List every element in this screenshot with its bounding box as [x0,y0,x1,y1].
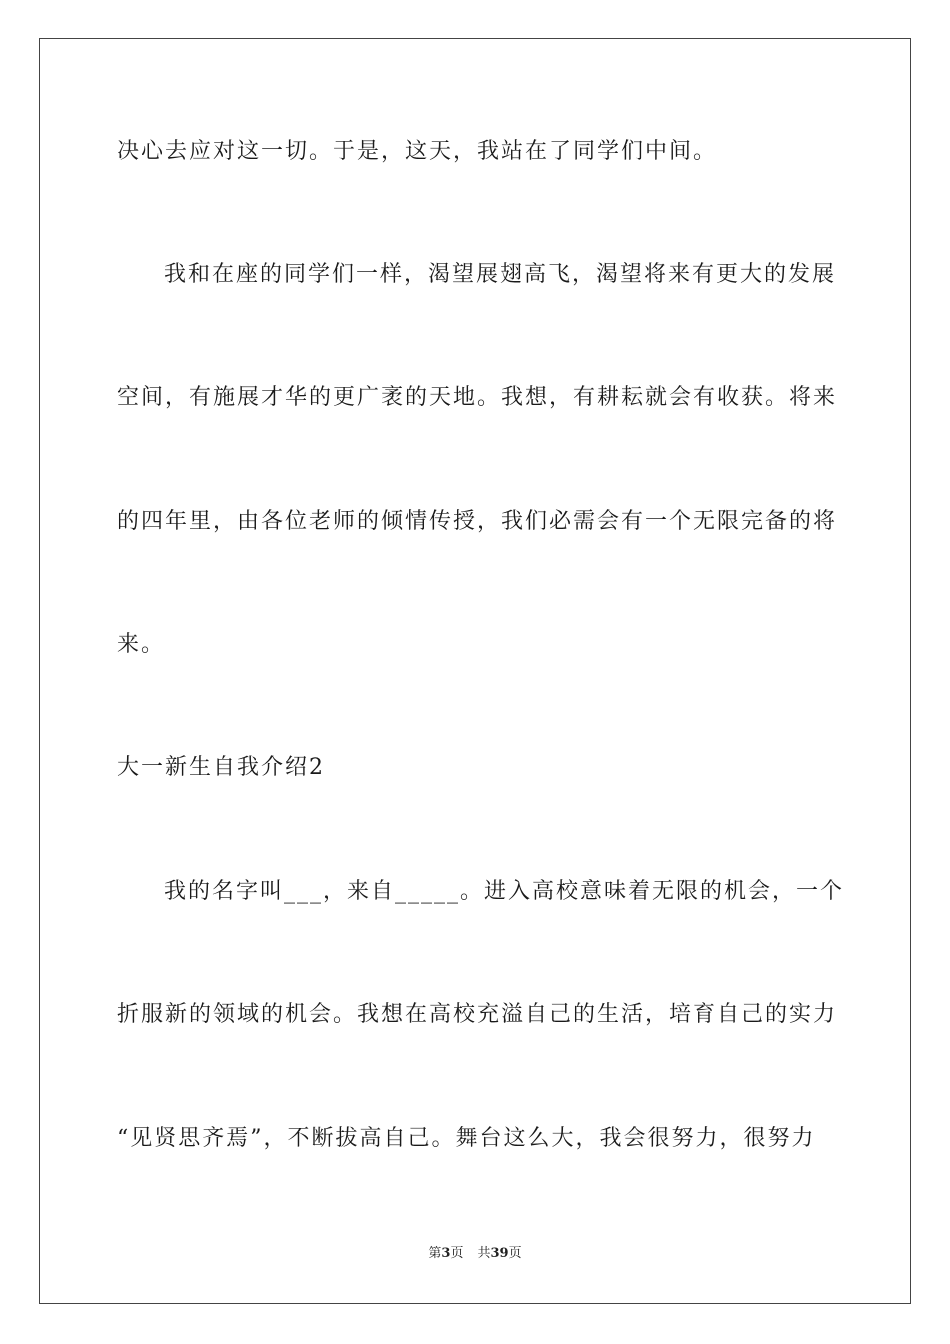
footer-page-prefix: 第 [428,1246,442,1261]
body-line-2: 我和在座的同学们一样，渴望展翅高飞，渴望将来有更大的发展 [164,262,837,287]
footer-total-prefix: 共 [477,1246,491,1261]
body-line-6: 我的名字叫___，来自_____。进入高校意味着无限的机会，一个 [164,879,845,904]
body-line-4: 的四年里，由各位老师的倾情传授，我们必需会有一个无限完备的将 [117,509,838,534]
footer-total-suffix: 页 [508,1246,522,1261]
body-line-3: 空间，有施展才华的更广袤的天地。我想，有耕耘就会有收获。将来 [117,385,838,410]
footer-total-pages: 39 [490,1246,509,1261]
body-line-8: “见贤思齐焉”，不断拔高自己。舞台这么大，我会很努力，很努力 [117,1126,816,1151]
section-heading: 大一新生自我介绍2 [117,755,325,780]
footer-page-suffix: 页 [450,1246,464,1261]
body-line-7: 折服新的领域的机会。我想在高校充溢自己的生活，培育自己的实力 [117,1002,838,1027]
page-footer [0,1245,950,1263]
page-frame [39,38,911,1304]
body-line-1: 决心去应对这一切。于是，这天，我站在了同学们中间。 [117,139,718,164]
footer-page-number: 3 [441,1246,451,1261]
body-line-5: 来。 [117,632,166,657]
